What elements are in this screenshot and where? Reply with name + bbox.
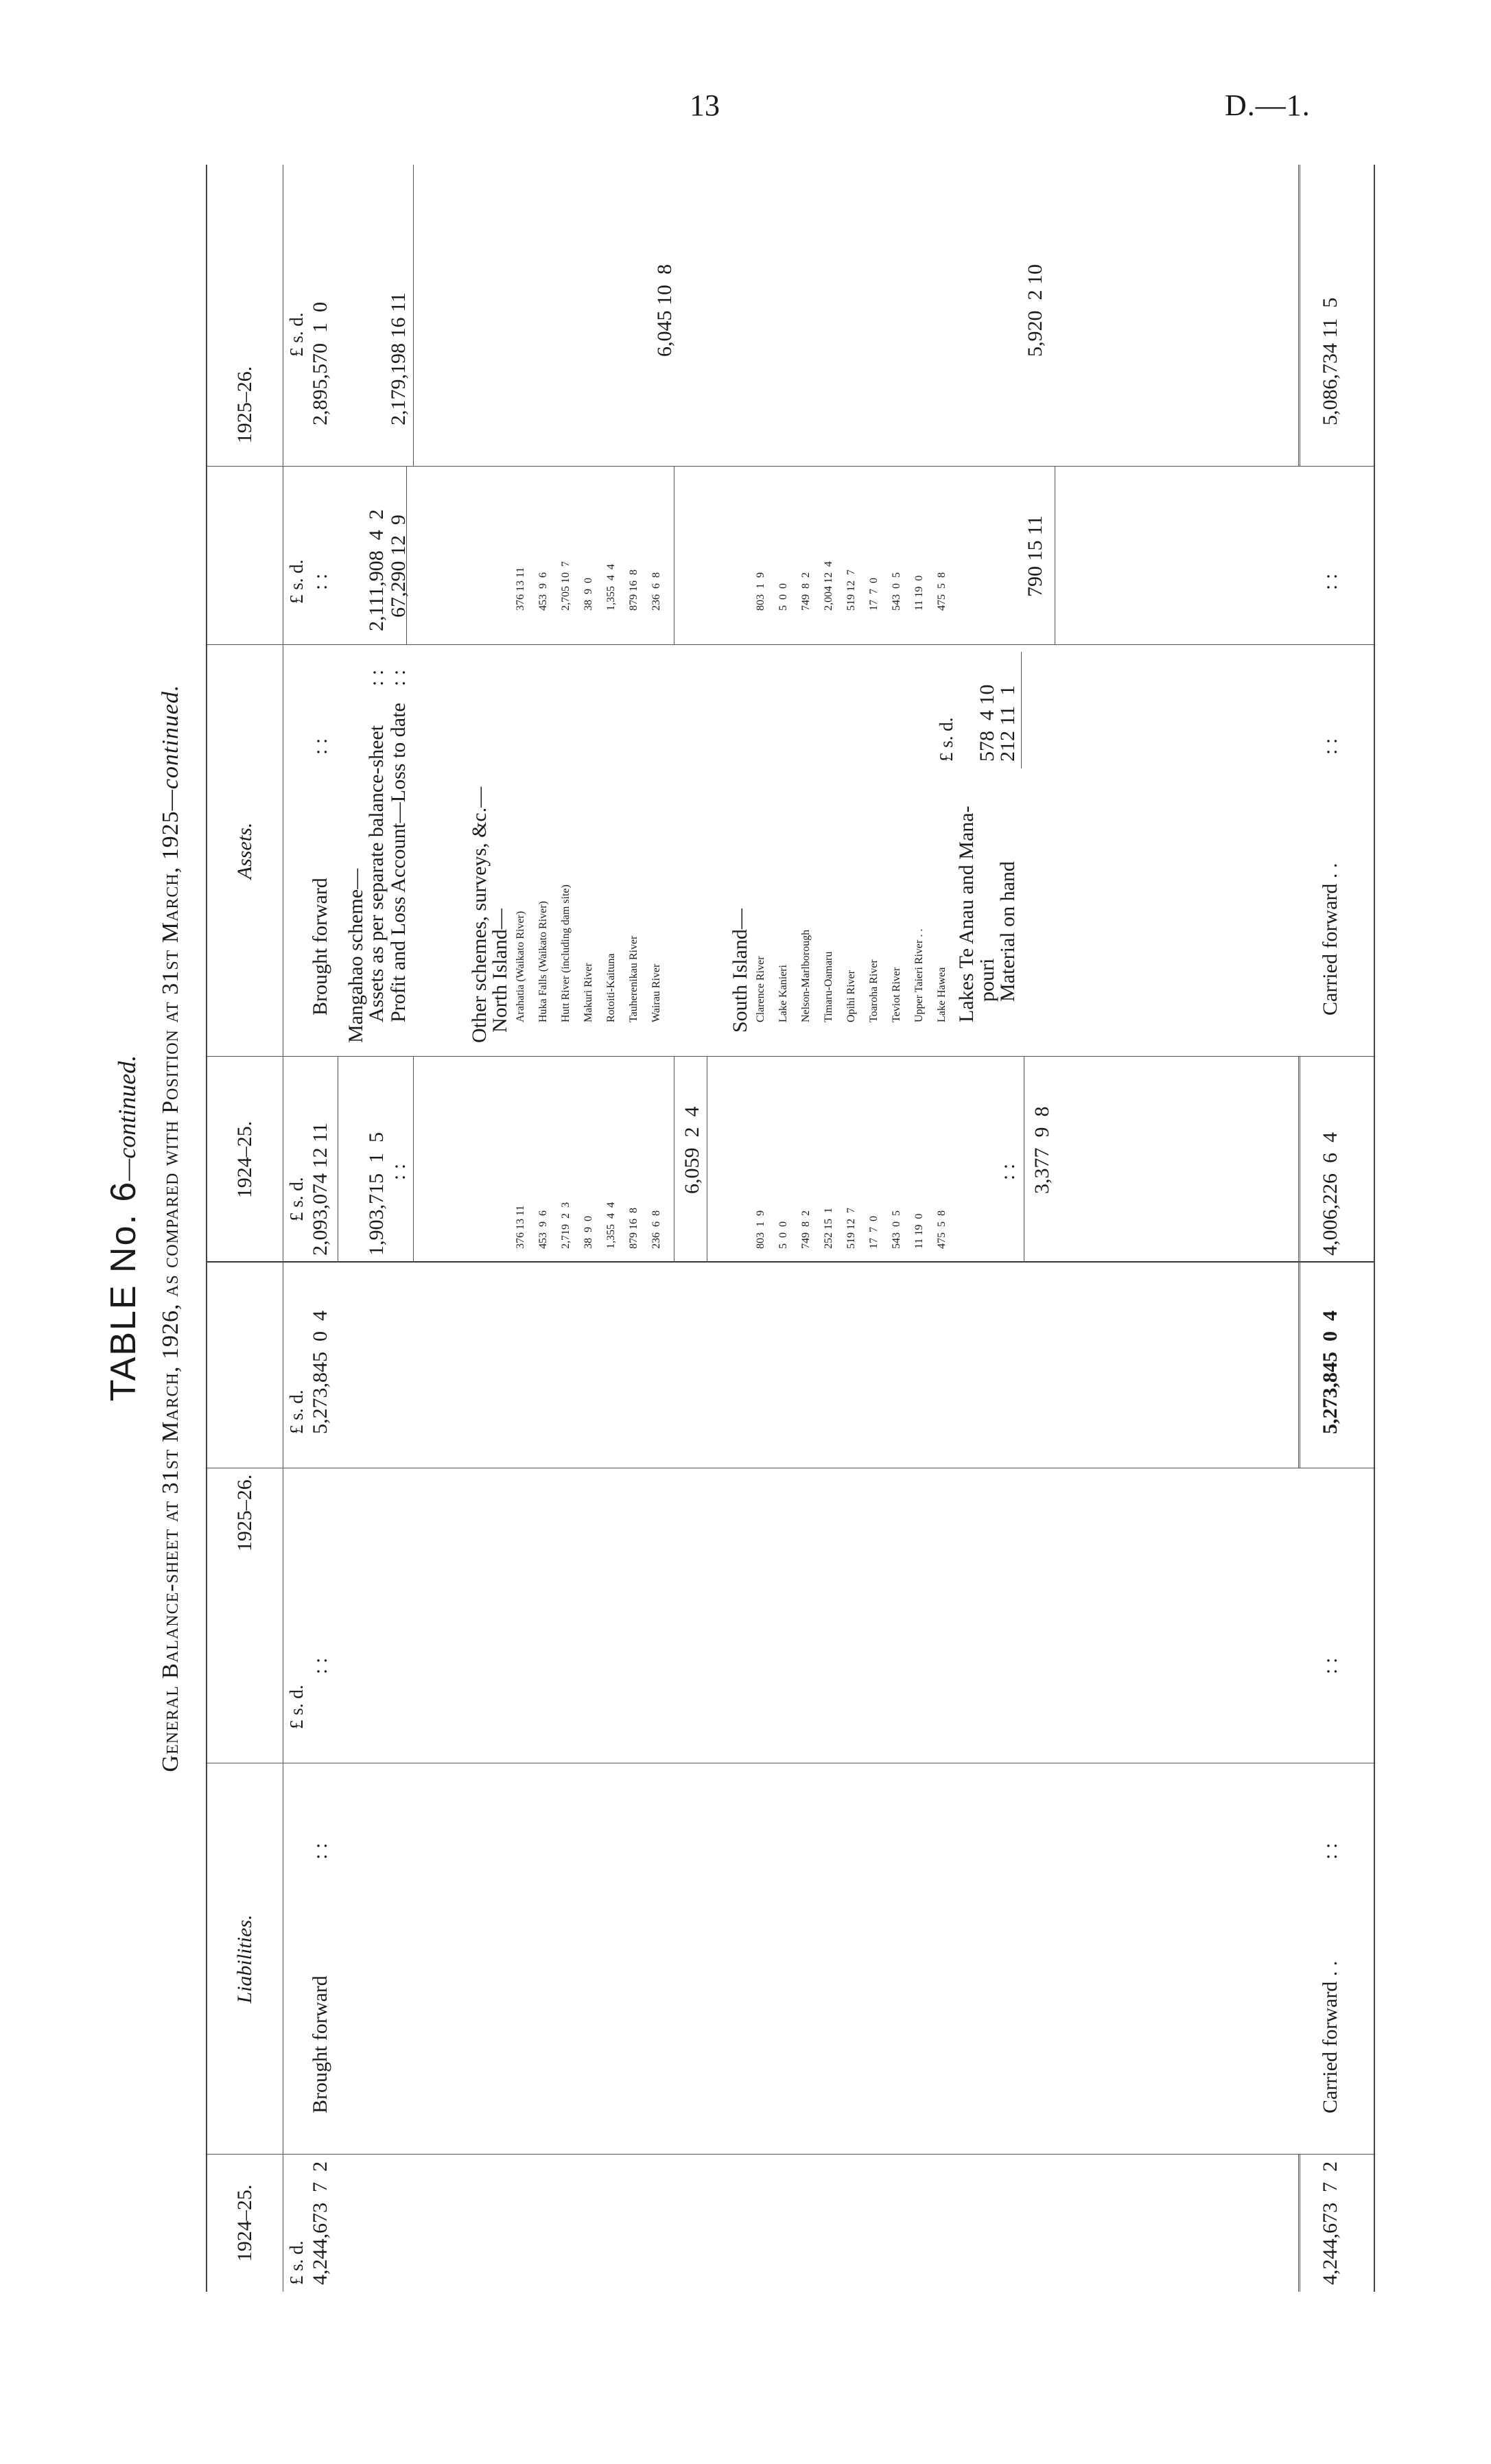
scheme-curr-value: 749 8 2 — [800, 572, 812, 611]
mangahao-row-dots: : : — [365, 669, 388, 686]
scheme-prev-value: 803 1 9 — [755, 1210, 766, 1249]
south-island-heading: South Island— — [729, 908, 751, 1033]
table-subtitle-suffix: —continued. — [158, 684, 183, 811]
mangahao-prev-dots: : : — [387, 1163, 410, 1180]
scheme-row — [930, 405, 953, 1249]
page-number: 13 — [690, 89, 720, 122]
scheme-row — [749, 405, 772, 1249]
scheme-prev-value: 38 9 0 — [583, 1216, 594, 1249]
assets-curr-sub-dots: : : — [309, 573, 331, 590]
scheme-label: Hutt River (including dam site) — [560, 884, 572, 1022]
scheme-prev-value: 17 7 0 — [868, 1216, 880, 1249]
scheme-prev-value: 453 9 6 — [537, 1210, 549, 1249]
liab-carried-forward-label: Carried forward . . — [1319, 1960, 1341, 2113]
scheme-label: Arahatia (Waikato River) — [515, 911, 526, 1022]
scheme-label: Lake Hawea — [936, 967, 948, 1022]
scheme-row — [622, 405, 645, 1249]
liab-brought-forward-label: Brought forward — [309, 1975, 331, 2113]
header-liabilities: Liabilities. — [207, 1763, 283, 2155]
north-curr-total: 6,045 10 8 — [653, 264, 676, 357]
scheme-curr-value: 17 7 0 — [868, 578, 880, 611]
header-liab-prev-year: 1924–25. — [207, 2155, 283, 2292]
table-subtitle-text: General Balance-sheet at 31st March, 1926, as compared with Position at 31st March, 1925 — [158, 810, 183, 1772]
scheme-curr-value: 11 19 0 — [913, 575, 925, 611]
liab-curr-carried-forward: 5,273,845 0 4 — [1319, 1311, 1341, 1434]
balance-sheet-table — [206, 165, 1375, 2292]
units-assets-prev: £ s. d. — [286, 1177, 307, 1221]
scheme-label: Opihi River — [845, 970, 857, 1022]
scheme-label: Teviot River — [891, 967, 902, 1022]
lakes-inner-units: £ s. d. — [936, 717, 956, 762]
header-assets: Assets. — [207, 645, 283, 1057]
assets-curr-sub-total-dots: : : — [1319, 573, 1341, 590]
south-curr-total: 5,920 2 10 — [1024, 264, 1046, 357]
scheme-row — [795, 405, 817, 1249]
table-subtitle — [158, 165, 184, 2292]
scheme-curr-value: 38 9 0 — [583, 578, 594, 611]
liab-curr-sub-dots: : : — [309, 1657, 331, 1674]
scheme-label: Wairau River — [650, 963, 662, 1022]
assets-curr-total-rule — [1298, 165, 1300, 467]
material-label: Material on hand — [996, 861, 1019, 1002]
assets-curr-brought-forward: 2,895,570 1 0 — [309, 302, 331, 425]
assets-prev-carried-forward: 4,006,226 6 4 — [1319, 1132, 1341, 1256]
liab-curr-sub-total-dots: : : — [1319, 1657, 1341, 1674]
scheme-row — [885, 405, 908, 1249]
scheme-prev-value: 252 15 1 — [823, 1208, 834, 1249]
lakes-label-1: Lakes Te Anau and Mana- — [955, 806, 978, 1022]
north-island-heading: North Island— — [489, 908, 511, 1033]
assets-prev-rule — [413, 1057, 414, 1263]
south-prev-total: 3,377 9 8 — [1031, 1106, 1053, 1194]
assets-prev-total-rule — [1298, 1057, 1300, 1263]
mangahao-heading: Mangahao scheme— — [344, 868, 367, 1043]
liab-prev-total-rule — [1298, 2155, 1300, 2292]
table-title-main: TABLE No. 6 — [104, 1180, 143, 1402]
mangahao-row-sub: 67,290 12 9 — [387, 515, 410, 618]
scheme-label: Rotoiti-Kaituna — [605, 953, 617, 1022]
mangahao-prev-value: 1,903,715 1 5 — [365, 1132, 388, 1256]
col-divider-center — [207, 1261, 1374, 1263]
liab-curr-brought-forward: 5,273,845 0 4 — [309, 1311, 331, 1434]
liab-brought-forward-dots: : : — [309, 1842, 331, 1859]
mangahao-curr-value: 2,179,198 16 11 — [387, 292, 410, 425]
scheme-prev-value: 236 6 8 — [650, 1210, 662, 1249]
scheme-row — [509, 405, 532, 1249]
north-prev-total: 6,059 2 4 — [681, 1106, 703, 1194]
lakes-inner-rule — [1021, 652, 1022, 768]
mangahao-row-sub: 2,111,908 4 2 — [365, 509, 388, 631]
scheme-curr-value: 5 0 0 — [777, 583, 789, 611]
units-liab-prev: £ s. d. — [286, 2240, 307, 2285]
scheme-label: Makuri River — [583, 963, 594, 1022]
lakes-label-2: pouri — [976, 958, 998, 1002]
south-inner-sum: 790 15 11 — [1024, 515, 1046, 597]
south-island-list — [749, 405, 953, 1249]
header-liab-curr-year: 1925–26. — [207, 1263, 283, 1763]
liab-prev-brought-forward: 4,244,673 7 2 — [309, 2161, 331, 2285]
scheme-row — [532, 405, 554, 1249]
scheme-row — [600, 405, 622, 1249]
south-prev-dots: : : — [996, 1163, 1019, 1180]
units-assets-sub: £ s. d. — [286, 559, 307, 604]
liab-prev-carried-forward: 4,244,673 7 2 — [1319, 2161, 1341, 2285]
mangahao-row-label: Profit and Loss Account—Loss to date — [387, 703, 410, 1022]
units-assets-curr: £ s. d. — [286, 312, 307, 357]
scheme-label: Tauherenikau River — [628, 935, 639, 1022]
scheme-row — [645, 405, 668, 1249]
scheme-prev-value: 2,719 2 3 — [560, 1202, 572, 1249]
assets-brought-forward-dots: : : — [309, 738, 331, 755]
scheme-curr-value: 475 5 8 — [936, 572, 948, 611]
scheme-prev-value: 11 19 0 — [913, 1213, 925, 1249]
scheme-label: Nelson-Marlborough — [800, 929, 812, 1022]
scheme-label: Lake Kanieri — [777, 965, 789, 1022]
other-schemes-heading: Other schemes, surveys, &c.— — [468, 786, 491, 1043]
scheme-label: Clarence River — [755, 956, 766, 1022]
mangahao-row-dots: : : — [387, 669, 410, 686]
scheme-row — [554, 405, 577, 1249]
scheme-row — [817, 405, 840, 1249]
lakes-value: 578 4 10 — [976, 684, 998, 762]
scheme-prev-value: 376 13 11 — [515, 1205, 526, 1249]
rotated-table-block — [103, 165, 1407, 2292]
scheme-label: Timaru-Oamaru — [823, 951, 834, 1022]
scheme-curr-value: 2,004 12 4 — [823, 561, 834, 611]
scheme-prev-value: 1,355 4 4 — [605, 1202, 617, 1249]
scheme-prev-value: 5 0 0 — [777, 1221, 789, 1249]
scheme-row — [908, 405, 930, 1249]
assets-carried-forward-label: Carried forward . . — [1319, 863, 1341, 1016]
scheme-label: Toaroha River — [868, 959, 880, 1022]
header-assets-curr-year: 1925–26. — [207, 165, 283, 645]
scheme-curr-value: 879 16 8 — [628, 570, 639, 611]
assets-carried-forward-dots: : : — [1319, 738, 1341, 755]
scheme-curr-value: 453 9 6 — [537, 572, 549, 611]
scheme-prev-value: 879 16 8 — [628, 1208, 639, 1249]
scheme-row — [840, 405, 862, 1249]
table-title — [103, 165, 144, 2292]
liab-carried-forward-dots: : : — [1319, 1842, 1341, 1859]
scheme-curr-value: 1,355 4 4 — [605, 564, 617, 611]
scheme-row — [862, 405, 885, 1249]
units-liab-sub: £ s. d. — [286, 1685, 307, 1729]
header-assets-prev-year: 1924–25. — [207, 1057, 283, 1263]
scheme-row — [577, 405, 600, 1249]
scheme-curr-value: 803 1 9 — [755, 572, 766, 611]
scheme-row — [772, 405, 795, 1249]
col-divider — [207, 2154, 1374, 2155]
scheme-curr-value: 519 12 7 — [845, 570, 857, 611]
scheme-prev-value: 475 5 8 — [936, 1210, 948, 1249]
scheme-prev-value: 749 8 2 — [800, 1210, 812, 1249]
document-reference: D.—1. — [1225, 89, 1311, 122]
scheme-prev-value: 519 12 7 — [845, 1208, 857, 1249]
assets-curr-carried-forward: 5,086,734 11 5 — [1319, 297, 1341, 425]
assets-curr-rule — [413, 165, 414, 467]
scheme-label: Upper Taieri River . . — [913, 928, 925, 1022]
scheme-curr-value: 2,705 10 7 — [560, 561, 572, 611]
scheme-curr-value: 543 0 5 — [891, 572, 902, 611]
liab-curr-total-rule — [1298, 1263, 1300, 1468]
north-island-list — [509, 405, 668, 1249]
assets-prev-brought-forward: 2,093,074 12 11 — [309, 1123, 331, 1256]
scheme-prev-value: 543 0 5 — [891, 1210, 902, 1249]
table-title-suffix: —continued. — [113, 1055, 141, 1181]
scheme-curr-value: 376 13 11 — [515, 567, 526, 611]
scheme-label: Huka Falls (Waikato River) — [537, 901, 549, 1022]
units-liab-curr: £ s. d. — [286, 1389, 307, 1434]
mangahao-row-label: Assets as per separate balance-sheet — [365, 725, 388, 1022]
material-value: 212 11 1 — [996, 685, 1019, 762]
scheme-curr-value: 236 6 8 — [650, 572, 662, 611]
assets-brought-forward-label: Brought forward — [309, 878, 331, 1016]
